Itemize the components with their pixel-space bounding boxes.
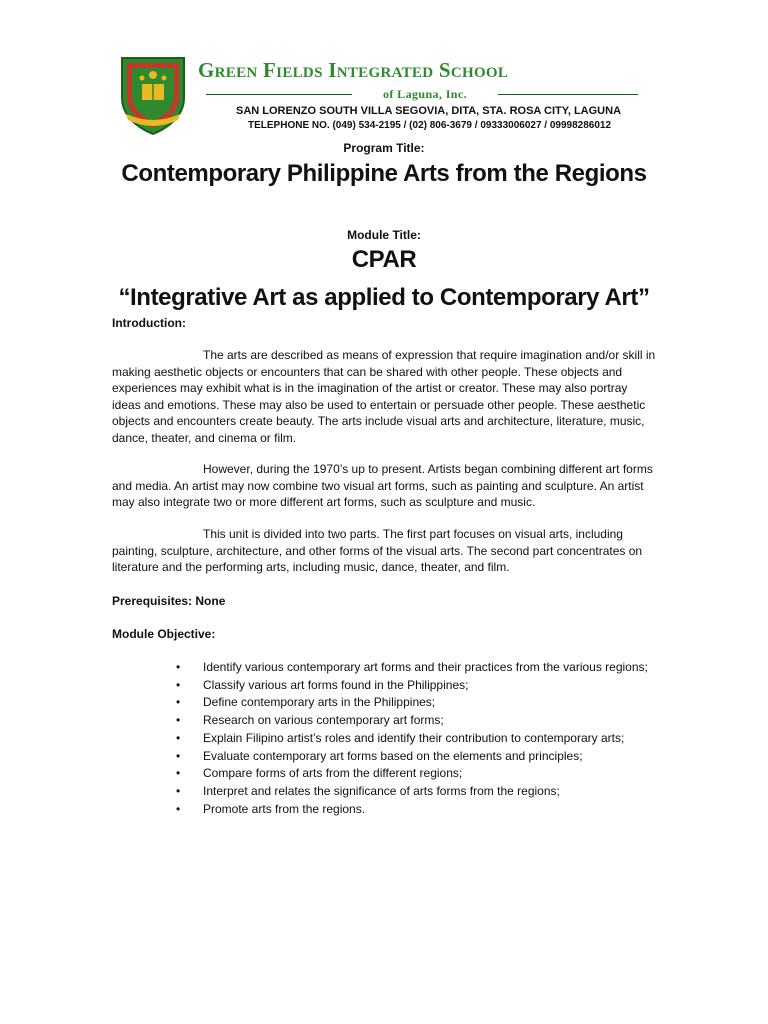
- module-title: “Integrative Art as applied to Contemporary Art”: [118, 284, 650, 311]
- list-item: • Evaluate contemporary art forms based on the elements and principles;: [172, 748, 648, 766]
- list-item: • Define contemporary arts in the Philippines;: [172, 694, 648, 712]
- list-item: • Explain Filipino artist’s roles and identify their contribution to contemporary arts;: [172, 730, 648, 748]
- school-crest-logo: [118, 54, 188, 136]
- intro-paragraph: This unit is divided into two parts. The first part focuses on visual arts, including painting, sculpture, architecture, and other forms of the visual arts. The second part concentrates on literature and the performing arts, including music, dance, theater, and film.: [112, 527, 643, 575]
- module-code: CPAR: [351, 246, 417, 273]
- bullet-icon: •: [176, 695, 181, 710]
- bullet-icon: •: [176, 783, 181, 798]
- intro-paragraph: However, during the 1970’s up to present. Artists began combining different art forms and media. An artist may now combine two visual art forms, such as painting and sculpture. An artist may also integrate two or more different art forms, such as sculpture and music.: [112, 462, 653, 510]
- program-title: Contemporary Philippine Arts from the Regions: [121, 160, 647, 187]
- bullet-icon: •: [176, 677, 181, 692]
- list-item: • Promote arts from the regions.: [172, 801, 648, 819]
- list-item: • Compare forms of arts from the different regions;: [172, 765, 648, 783]
- module-objective-label: Module Objective:: [112, 627, 216, 641]
- bullet-icon: •: [176, 713, 181, 728]
- bullet-icon: •: [176, 730, 181, 745]
- school-name: Green Fields Integrated School: [198, 58, 509, 82]
- prerequisites-label: Prerequisites: None: [112, 594, 226, 608]
- divider: [206, 94, 352, 95]
- school-telephone: TELEPHONE NO. (049) 534-2195 / (02) 806-3679 / 09333006027 / 09998286012: [248, 120, 612, 131]
- list-item: • Identify various contemporary art forms and their practices from the various regions;: [172, 659, 648, 677]
- module-title-label: Module Title:: [347, 228, 421, 242]
- school-subtitle-row: [206, 86, 638, 106]
- letterhead: [118, 52, 648, 138]
- school-subtitle: of Laguna, Inc.: [382, 87, 468, 101]
- objectives-list: [172, 659, 648, 818]
- school-address: SAN LORENZO SOUTH VILLA SEGOVIA, DITA, STA. ROSA CITY, LAGUNA: [236, 105, 622, 117]
- program-title-label: Program Title:: [343, 141, 425, 155]
- bullet-icon: •: [176, 748, 181, 763]
- list-item: • Interpret and relates the significance of arts forms from the regions;: [172, 783, 648, 801]
- bullet-icon: •: [176, 660, 181, 674]
- introduction-label: Introduction:: [112, 316, 186, 330]
- divider: [498, 94, 638, 95]
- list-item: • Classify various art forms found in the Philippines;: [172, 677, 648, 695]
- bullet-icon: •: [176, 801, 181, 816]
- intro-paragraph: The arts are described as means of expression that require imagination and/or skill in making aesthetic objects or encounters that can be shared with other people. These objects and experiences may exhibit what is in the imagination of the artist or creator. These may also portray ideas and emotions. These may also be used to entertain or persuade other people. These aesthetic objects and encounters create beauty. The arts include visual arts and architecture, literature, music, dance, theater, and cinema or film.: [112, 348, 656, 445]
- list-item: • Research on various contemporary art forms;: [172, 712, 648, 730]
- bullet-icon: •: [176, 766, 181, 781]
